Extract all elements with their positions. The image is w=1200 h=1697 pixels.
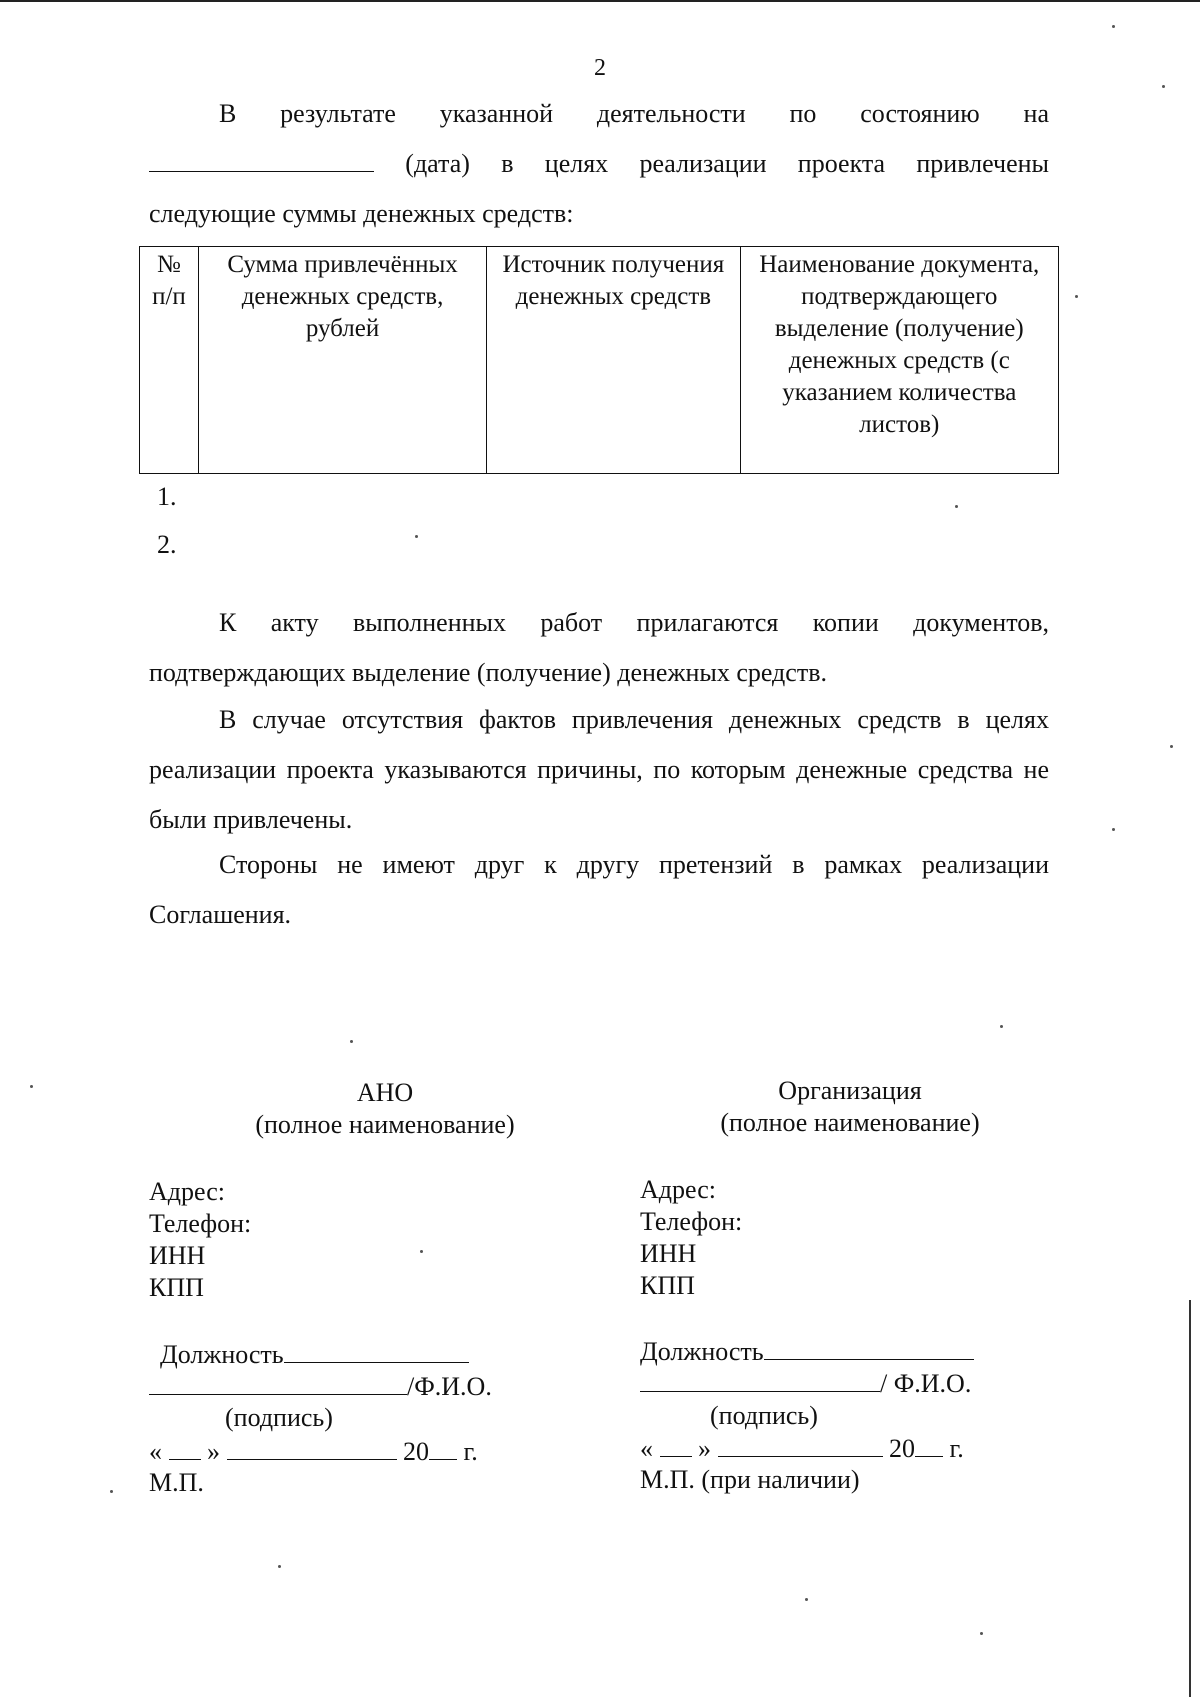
scan-speck (1112, 828, 1115, 831)
scan-speck (1170, 745, 1173, 748)
paragraph-3: В случае отсутствия фактов привлечения денежных средств в целях реализации проекта указываются причины, по которым денежные средства не были привлечены. (149, 705, 1049, 834)
left-address-label: Адрес: (149, 1177, 225, 1206)
right-position-line: Должность (640, 1335, 974, 1368)
funds-table-header-row (140, 247, 1059, 474)
scan-speck (1075, 295, 1078, 298)
funds-table (139, 246, 1059, 474)
paragraph-2: К акту выполненных работ прилагаются копии документов, подтверждающих выделение (получение) денежных средств. (149, 608, 1049, 687)
left-position-line: Должность (160, 1338, 469, 1371)
right-inn-label: ИНН (640, 1239, 697, 1268)
right-stamp-label: М.П. (при наличии) (640, 1465, 860, 1494)
paragraph-1-line-1: В результате указанной деятельности по состоянию на (219, 99, 1049, 128)
page-right-edge (1189, 1300, 1191, 1697)
right-party-subtitle: (полное наименование) (720, 1108, 980, 1137)
row-number-1: 1. (157, 482, 177, 511)
left-signature-label: (подпись) (225, 1403, 333, 1432)
row-number-2: 2. (157, 530, 177, 559)
date-blank (149, 147, 374, 172)
header-document: Наименование документа, подтверждающего выделение (получение) денежных средств (с указанием количества листов) (740, 247, 1058, 474)
page-top-edge (0, 0, 1200, 2)
header-amount: Сумма привлечённых денежных средств, рублей (198, 247, 486, 474)
scan-speck (415, 535, 418, 538)
right-party-header (695, 1075, 1005, 1139)
header-number: № п/п (140, 247, 199, 474)
scan-speck (110, 1490, 113, 1493)
right-phone-label: Телефон: (640, 1207, 743, 1236)
left-phone-label: Телефон: (149, 1209, 252, 1238)
left-party-requisites (149, 1176, 569, 1304)
left-date-line: « » 20 г. (149, 1437, 478, 1466)
scan-speck (955, 505, 958, 508)
scan-speck (1000, 1025, 1003, 1028)
right-date-line: « » 20 г. (640, 1434, 964, 1463)
right-fio-line: / Ф.И.О. (640, 1367, 971, 1400)
left-fio-line: /Ф.И.О. (149, 1370, 492, 1403)
page-number: 2 (594, 55, 606, 81)
left-party-header (230, 1077, 540, 1141)
scan-speck (350, 1040, 353, 1043)
right-party-title: Организация (778, 1076, 922, 1105)
left-inn-label: ИНН (149, 1241, 206, 1270)
paragraph-1-line-2: (дата) в целях реализации проекта привлечены (149, 139, 1049, 189)
left-kpp-label: КПП (149, 1273, 204, 1302)
scan-speck (30, 1085, 33, 1088)
paragraph-1-line-3: следующие суммы денежных средств: (149, 199, 574, 228)
scan-speck (420, 1250, 423, 1253)
right-address-label: Адрес: (640, 1175, 716, 1204)
scan-speck (805, 1598, 808, 1601)
right-party-requisites (640, 1174, 1060, 1302)
left-party-title: АНО (356, 1078, 414, 1107)
header-source: Источник получения денежных средств (487, 247, 740, 474)
scan-speck (1162, 85, 1165, 88)
left-party-subtitle: (полное наименование) (255, 1110, 515, 1139)
right-kpp-label: КПП (640, 1271, 695, 1300)
scan-speck (980, 1632, 983, 1635)
left-stamp-label: М.П. (149, 1468, 204, 1497)
scan-speck (1112, 25, 1115, 28)
scan-speck (278, 1565, 281, 1568)
paragraph-4: Стороны не имеют друг к другу претензий в рамках реализации Соглашения. (149, 850, 1049, 929)
right-signature-label: (подпись) (710, 1401, 818, 1430)
